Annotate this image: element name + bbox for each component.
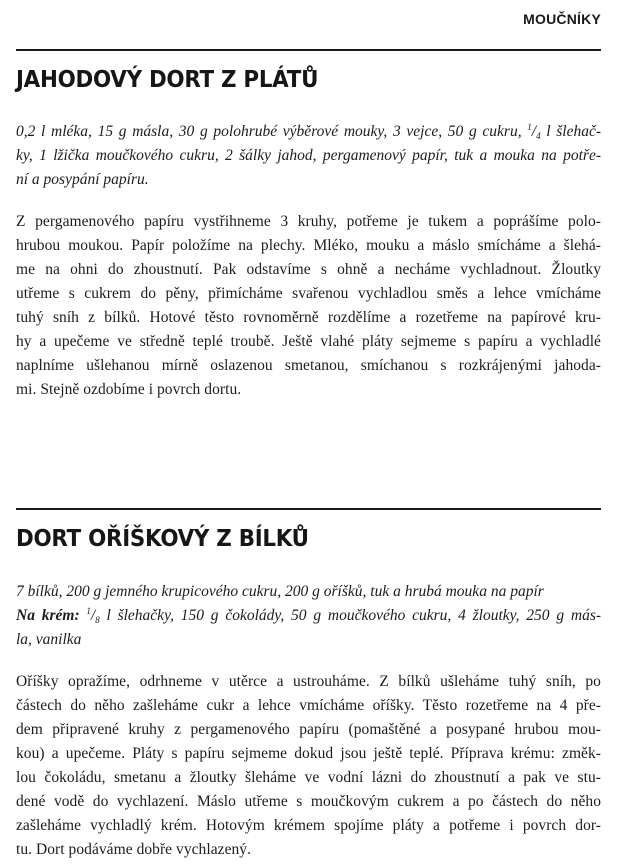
ingredients-list bbox=[16, 120, 601, 192]
method-line: naplníme ušlehanou mírně oslazenou smetanou, smíchanou s rozkrájenými jahoda- bbox=[16, 357, 601, 374]
ingredients-line: ky, 1 lžička moučkového cukru, 2 šálky jahod, pergamenový papír, tuk a mouka na potře- bbox=[16, 147, 601, 164]
method-line: zašleháme vychladlý krém. Hotovým krémem spojíme pláty a potřeme i povrch dor- bbox=[16, 817, 601, 834]
method-paragraph bbox=[16, 210, 601, 402]
method-line: utřeme s cukrem do pěny, přimícháme svařenou vychladlou směs a lehce vmícháme bbox=[16, 285, 601, 302]
cream-label: Na krém: bbox=[16, 607, 80, 624]
fraction: $^1/_8$ bbox=[86, 606, 100, 625]
method-line: hrubou moukou. Papír položíme na plechy. Mléko, mouku a máslo smícháme a šlehá- bbox=[16, 237, 601, 254]
method-line: částech do něho zašleháme cukr a lehce vmícháme oříšky. Těsto rozetřeme na 4 pře- bbox=[16, 697, 601, 714]
ingredients-line: la, vanilka bbox=[16, 631, 82, 648]
ingredients-line: 0,2 l mléka, 15 g másla, 30 g polohrubé výběrové mouky, 3 vejce, 50 g cukru, $^1/_4$ l šlehač- bbox=[16, 122, 601, 141]
ingredients-line: 7 bílků, 200 g jemného krupicového cukru, 200 g oříšků, tuk a hrubá mouka na papír bbox=[16, 583, 544, 600]
section-header: MOUČNÍKY bbox=[523, 11, 601, 27]
method-line: dem připravené kruhy z pergamenového papíru (pomaštěné a posypané hrubou mou- bbox=[16, 721, 601, 738]
method-line: tuhý sníh z bílků. Hotové těsto rovnoměrně rozdělíme a rozetřeme na papírové kru- bbox=[16, 309, 601, 326]
section-divider bbox=[16, 49, 601, 51]
method-line: tu. Dort podáváme dobře vychlazený. bbox=[16, 841, 252, 858]
recipe-title: JAHODOVÝ DORT Z PLÁTŮ bbox=[16, 67, 319, 93]
method-line: kou) a upečeme. Pláty s papíru sejmeme dokud jsou ještě teplé. Příprava krému: změk- bbox=[16, 745, 601, 762]
recipe-title: DORT OŘÍŠKOVÝ Z BÍLKŮ bbox=[16, 526, 309, 552]
method-line: hy a upečeme ve středně teplé troubě. Ještě vlahé pláty sejmeme s papíru a vychladlé bbox=[16, 333, 601, 350]
method-paragraph bbox=[16, 670, 601, 862]
ingredients-line: ní a posypání papíru. bbox=[16, 171, 149, 188]
ingredients-list bbox=[16, 580, 601, 652]
fraction: $^1/_4$ bbox=[527, 122, 541, 141]
section-divider bbox=[16, 508, 601, 510]
method-line: mi. Stejně ozdobíme i povrch dortu. bbox=[16, 381, 242, 398]
method-line: Oříšky opražíme, odrhneme v utěrce a ustrouháme. Z bílků ušleháme tuhý sníh, po bbox=[16, 673, 601, 690]
ingredients-line: Na krém: $^1/_8$ l šlehačky, 150 g čokolády, 50 g moučkového cukru, 4 žloutky, 250 g más- bbox=[16, 606, 602, 625]
method-line: lou čokoládu, smetanu a žloutky šleháme ve vodní lázni do zhoustnutí a pak ve stu- bbox=[16, 769, 601, 786]
method-line: me na ohni do zhoustnutí. Pak odstavíme s ohně a necháme vychladnout. Žloutky bbox=[16, 261, 601, 278]
method-line: Z pergamenového papíru vystřihneme 3 kruhy, potřeme je tukem a poprášíme polo- bbox=[16, 213, 601, 230]
method-line: dené vodě do vychlazení. Máslo utřeme s moučkovým cukrem a po částech do něho bbox=[16, 793, 601, 810]
